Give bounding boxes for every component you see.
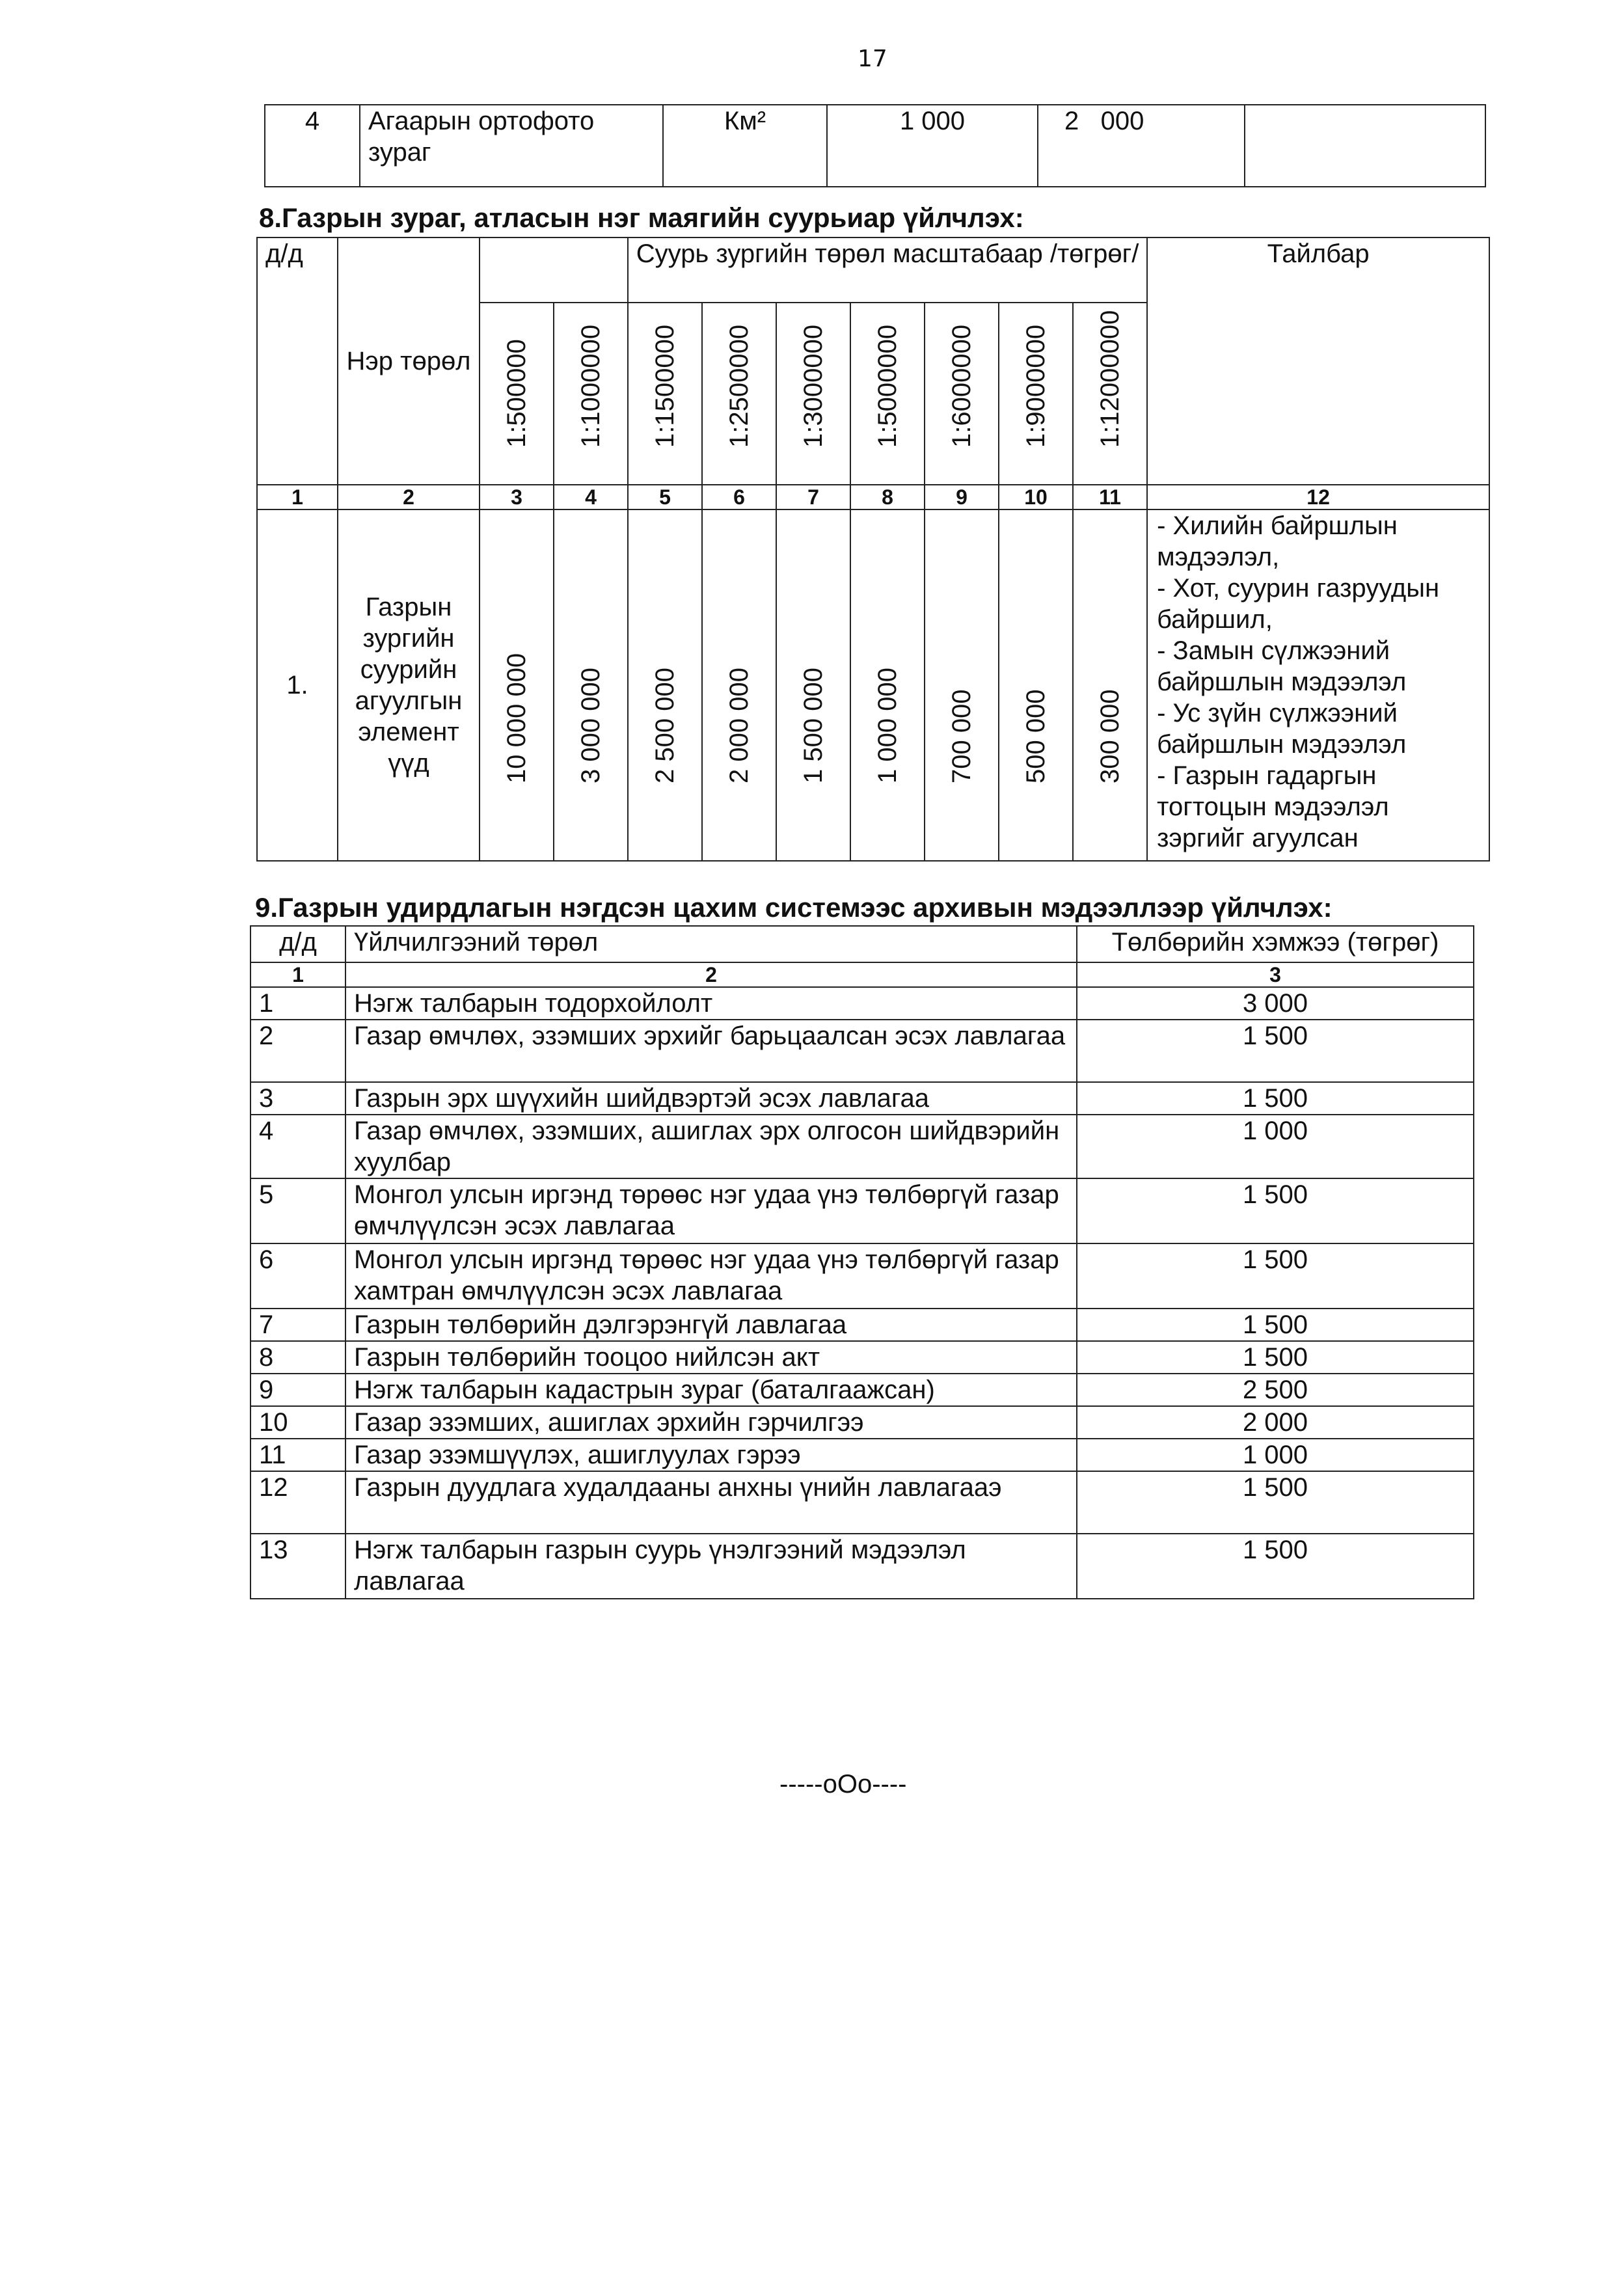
s9-row-num: 8 (250, 1341, 345, 1374)
s9-col-num: д/д (250, 926, 345, 962)
s8-index-11: 11 (1073, 485, 1147, 509)
s9-row-num: 1 (250, 987, 345, 1020)
s8-row-num: 1. (257, 509, 338, 861)
s8-index-5: 5 (628, 485, 702, 509)
s8-remark-2: - Хот, суурин газруудын байршил, (1157, 574, 1440, 634)
s9-row-num: 7 (250, 1309, 345, 1341)
s9-row-name: Монгол улсын иргэнд төрөөс нэг удаа үнэ төлбөргүй газар хамтран өмчлүүлсэн эсэх лавлагаа (345, 1243, 1077, 1309)
s8-scale-6: 1:5000000 (850, 303, 925, 485)
s8-price-4: 2 000 000 (702, 509, 776, 861)
s9-row-num: 6 (250, 1243, 345, 1309)
top-table-value1: 1 000 (827, 105, 1038, 187)
s8-scale-1: 1:500000 (480, 303, 554, 485)
s8-price-7: 700 000 (925, 509, 999, 861)
s8-price-1: 10 000 000 (480, 509, 554, 861)
s8-price-9: 300 000 (1073, 509, 1147, 861)
s8-scale-2: 1:1000000 (554, 303, 628, 485)
s8-price-5: 1 500 000 (776, 509, 850, 861)
s8-col-name: Нэр төрөл (338, 238, 480, 485)
s8-col-group: Суурь зургийн төрөл масштабаар /төгрөг/ (628, 238, 1147, 303)
s9-row-fee: 1 500 (1077, 1243, 1474, 1309)
table-row (250, 1178, 1474, 1243)
s9-row-name: Газрын дуудлага худалдааны анхны үнийн лавлагааэ (345, 1471, 1077, 1534)
s9-row-num: 13 (250, 1534, 345, 1599)
s8-scale-3: 1:1500000 (628, 303, 702, 485)
s8-col-blank (480, 238, 628, 303)
s9-row-num: 3 (250, 1082, 345, 1115)
s8-index-8: 8 (850, 485, 925, 509)
top-table-unit: Км² (663, 105, 827, 187)
s9-row-fee: 2 500 (1077, 1374, 1474, 1406)
table-row (250, 1406, 1474, 1439)
s8-scale-9: 1:12000000 (1073, 303, 1147, 485)
s9-col-type: Үйлчилгээний төрөл (345, 926, 1077, 962)
s9-row-name: Газар өмчлөх, эзэмших эрхийг барьцаалсан эсэх лавлагаа (345, 1020, 1077, 1082)
top-table (264, 104, 1486, 187)
s9-row-fee: 2 000 (1077, 1406, 1474, 1439)
s8-price-3: 2 500 000 (628, 509, 702, 861)
section9-heading: 9.Газрын удирдлагын нэгдсэн цахим системээс архивын мэдээллээр үйлчлэх: (255, 892, 1333, 923)
s9-row-fee: 1 500 (1077, 1082, 1474, 1115)
s9-index-1: 1 (250, 962, 345, 987)
s9-row-fee: 1 000 (1077, 1115, 1474, 1178)
s9-index-3: 3 (1077, 962, 1474, 987)
s9-row-name: Газрын төлбөрийн тооцоо нийлсэн акт (345, 1341, 1077, 1374)
s9-row-name: Нэгж талбарын кадастрын зураг (баталгаажсан) (345, 1374, 1077, 1406)
s8-price-2: 3 000 000 (554, 509, 628, 861)
table-row (250, 1439, 1474, 1471)
table-row (250, 1534, 1474, 1599)
top-table-name: Агаарын ортофото зураг (360, 105, 663, 187)
table-row (250, 1341, 1474, 1374)
top-table-value3 (1245, 105, 1485, 187)
s8-index-10: 10 (999, 485, 1073, 509)
s8-price-8: 500 000 (999, 509, 1073, 861)
top-table-num: 4 (265, 105, 360, 187)
s8-index-1: 1 (257, 485, 338, 509)
s9-row-num: 10 (250, 1406, 345, 1439)
s9-row-fee: 1 000 (1077, 1439, 1474, 1471)
s8-col-num: д/д (257, 238, 338, 485)
table-row (250, 1020, 1474, 1082)
s8-remark-1: - Хилийн байршлын мэдээлэл, (1157, 511, 1398, 571)
table-row (250, 1309, 1474, 1341)
table-row (250, 987, 1474, 1020)
section9-table (250, 925, 1474, 1599)
s8-remark-3: - Замын сүлжээний байршлын мэдээлэл (1157, 636, 1407, 696)
top-table-value2: 2 000 (1038, 105, 1245, 187)
s9-row-fee: 3 000 (1077, 987, 1474, 1020)
s8-index-7: 7 (776, 485, 850, 509)
table-row (250, 1243, 1474, 1309)
s8-row-name: Газрын зургийн суурийн агуулгын элемент үүд (338, 509, 480, 861)
s9-row-name: Газрын төлбөрийн дэлгэрэнгүй лавлагаа (345, 1309, 1077, 1341)
s9-row-fee: 1 500 (1077, 1471, 1474, 1534)
s8-scale-8: 1:9000000 (999, 303, 1073, 485)
section8-table (256, 237, 1490, 862)
s9-row-name: Газар эзэмших, ашиглах эрхийн гэрчилгээ (345, 1406, 1077, 1439)
s9-row-name: Нэгж талбарын тодорхойлолт (345, 987, 1077, 1020)
s9-row-num: 2 (250, 1020, 345, 1082)
s9-row-num: 11 (250, 1439, 345, 1471)
s8-index-6: 6 (702, 485, 776, 509)
s8-remark-4: - Ус зүйн сүлжээний байршлын мэдээлэл (1157, 699, 1407, 759)
table-row (250, 1374, 1474, 1406)
s8-index-2: 2 (338, 485, 480, 509)
s9-row-name: Нэгж талбарын газрын суурь үнэлгээний мэдээлэл лавлагаа (345, 1534, 1077, 1599)
s9-row-name: Газар өмчлөх, эзэмших, ашиглах эрх олгосон шийдвэрийн хуулбар (345, 1115, 1077, 1178)
s8-index-4: 4 (554, 485, 628, 509)
table-row (250, 1082, 1474, 1115)
s9-row-fee: 1 500 (1077, 1020, 1474, 1082)
s9-row-num: 12 (250, 1471, 345, 1534)
end-mark: -----oOo---- (779, 1770, 907, 1798)
s8-scale-5: 1:3000000 (776, 303, 850, 485)
s9-index-2: 2 (345, 962, 1077, 987)
s9-row-fee: 1 500 (1077, 1178, 1474, 1243)
s9-row-num: 4 (250, 1115, 345, 1178)
s9-row-fee: 1 500 (1077, 1341, 1474, 1374)
s9-row-fee: 1 500 (1077, 1309, 1474, 1341)
table-row (250, 1471, 1474, 1534)
s9-row-name: Монгол улсын иргэнд төрөөс нэг удаа үнэ төлбөргүй газар өмчлүүлсэн эсэх лавлагаа (345, 1178, 1077, 1243)
s9-row-num: 5 (250, 1178, 345, 1243)
s8-index-9: 9 (925, 485, 999, 509)
s8-remarks (1147, 509, 1489, 861)
s8-price-6: 1 000 000 (850, 509, 925, 861)
s9-row-name: Газрын эрх шүүхийн шийдвэртэй эсэх лавлагаа (345, 1082, 1077, 1115)
s8-scale-7: 1:6000000 (925, 303, 999, 485)
s8-remark-5: - Газрын гадаргын тогтоцын мэдээлэл зэргийг агуулсан (1157, 761, 1389, 852)
page-number: 17 (858, 46, 887, 72)
s8-index-12: 12 (1147, 485, 1489, 509)
table-row (250, 1115, 1474, 1178)
s8-col-note: Тайлбар (1147, 238, 1489, 485)
s9-row-name: Газар эзэмшүүлэх, ашиглуулах гэрээ (345, 1439, 1077, 1471)
section8-heading: 8.Газрын зураг, атласын нэг маягийн суурьиар үйлчлэх: (259, 202, 1024, 233)
s9-row-num: 9 (250, 1374, 345, 1406)
s9-row-fee: 1 500 (1077, 1534, 1474, 1599)
s9-col-fee: Төлбөрийн хэмжээ (төгрөг) (1077, 926, 1474, 962)
s8-scale-4: 1:2500000 (702, 303, 776, 485)
s8-index-3: 3 (480, 485, 554, 509)
